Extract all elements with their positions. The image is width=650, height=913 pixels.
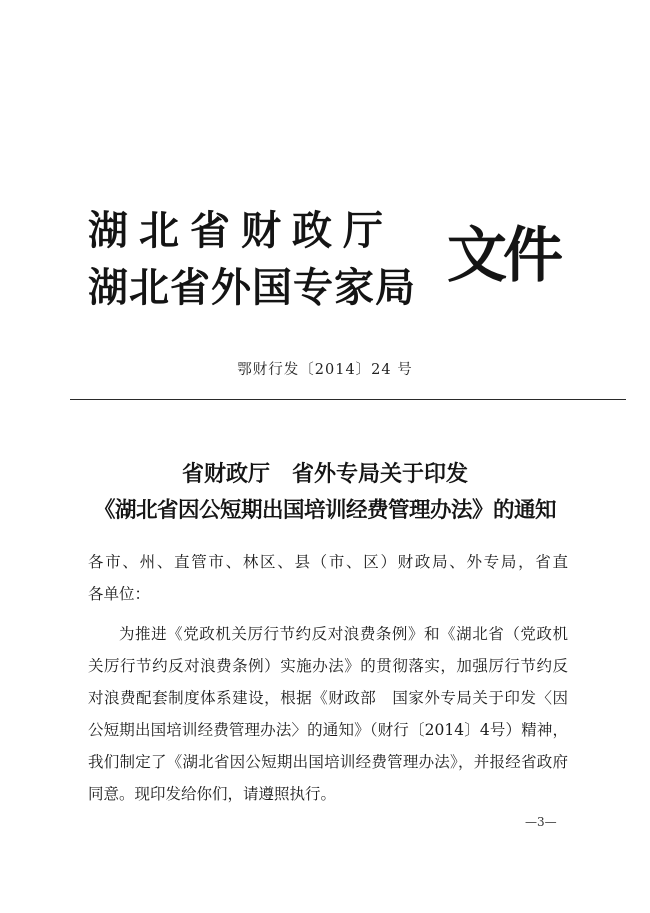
issuer-name-foreign-experts-bureau: 湖北省外国专家局	[88, 264, 416, 311]
title-issuer-finance: 省财政厅	[181, 461, 270, 487]
header-divider-line	[70, 399, 626, 400]
document-number: 鄂财行发〔2014〕24 号	[237, 362, 413, 378]
issuer-name-finance-department: 湖北省财政厅	[88, 207, 394, 254]
title-issuer-experts: 省外专局关于印发	[292, 461, 469, 487]
notice-title-line-1	[0, 457, 650, 488]
document-word-wenjian: 文件	[447, 221, 559, 291]
body-paragraph: 为推进《党政机关厉行节约反对浪费条例》和《湖北省（党政机关厉行节约反对浪费条例）实施办法》的贯彻落实，加强厉行节约反对浪费配套制度体系建设，根据《财政部 国家外专局关于印发〈因公短期出国培训经费管理办法〉的通知》（财行〔2014〕4号）精神，我们制定了《湖北省因公短期出国培训经费管理办法》，并报经省政府同意。现印发给你们，请遵照执行。	[88, 625, 568, 803]
notice-title-line-2: 《湖北省因公短期出国培训经费管理办法》的通知	[93, 498, 556, 523]
addressee-line-2: 各单位：	[88, 585, 151, 603]
addressee-line-1: 各市、州、直管市、林区、县（市、区）财政局、外专局，省直	[88, 553, 568, 571]
page-number: —3—	[525, 815, 557, 829]
